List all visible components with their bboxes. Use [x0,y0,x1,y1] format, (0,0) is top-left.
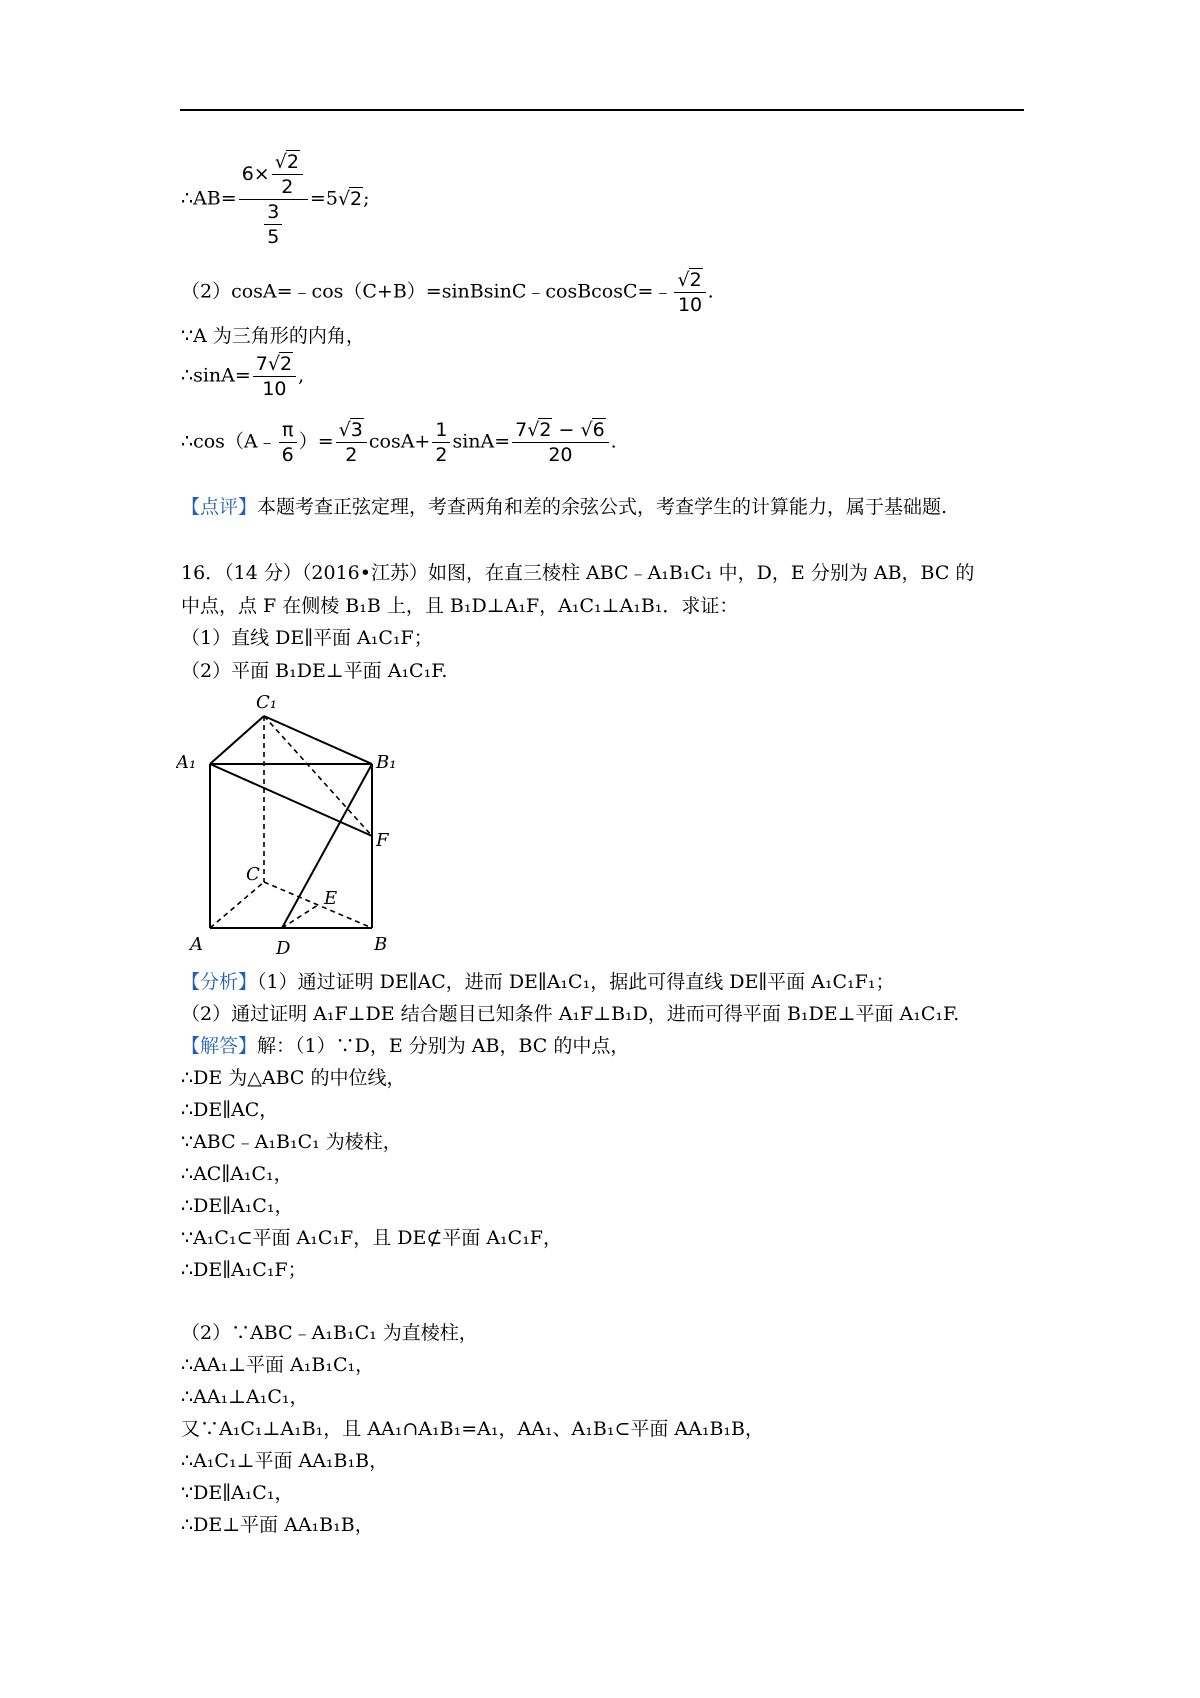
solution-line10: ∴AA₁⊥平面 A₁B₁C₁， [181,1354,375,1376]
ab-fraction [239,150,308,249]
label-B: B [374,934,388,955]
label-C: C [246,864,260,885]
sqrt3-over-2: $\frac{√3}{2}$ [336,418,367,467]
solution-line3: ∴DE∥AC， [181,1099,279,1121]
problem16-line4: （2）平面 B₁DE⊥平面 A₁C₁F. [181,660,448,682]
analysis-tag: 【分析】 [181,971,258,993]
label-E: E [324,888,338,909]
solution-line5: ∴AC∥A₁C₁， [181,1163,293,1185]
comment-text: 本题考查正弦定理，考查两角和差的余弦公式，考查学生的计算能力，属于基础题. [257,496,948,518]
analysis-line1 [181,970,894,994]
analysis-line2: （2）通过证明 A₁F⊥DE 结合题目已知条件 A₁F⊥B₁D，进而可得平面 B₁DE⊥平面 A₁C₁F. [181,1003,960,1025]
solution-line2: ∴DE 为△ABC 的中位线， [181,1067,406,1089]
cosA-text: （2）cosA=﹣cos（C+B）=sinBsinC﹣cosBcosC=﹣ [181,280,673,303]
result-fraction: $\frac{7√2 - √6}{20}$ [512,418,609,467]
label-A1: A₁ [176,752,197,773]
solution-line9: （2）∵ABC﹣A₁B₁C₁ 为直棱柱， [181,1322,478,1344]
sinA-equation: ∴sinA= $\frac{7√2}{10}$ , [181,353,305,400]
solution-line8: ∴DE∥A₁C₁F； [181,1259,307,1281]
solution-tag: 【解答】 [181,1035,258,1057]
solution-line7: ∵A₁C₁⊂平面 A₁C₁F，且 DE⊄平面 A₁C₁F， [181,1227,562,1249]
label-A: A [190,934,203,955]
problem16-line1: 16．（14 分）（2016•江苏）如图，在直三棱柱 ABC﹣A₁B₁C₁ 中，D，E 分别为 AB，BC 的 [181,562,975,584]
cos-diff-equation: ∴cos（A﹣ $\frac{\pi}{6}$ ）= $\frac{√3}{2}$ cosA+ $\frac{1}{2}$ sinA= $\frac{7√2 - √6}{20}$ . [181,419,617,466]
prism-figure [176,688,416,958]
solution-line11: ∴AA₁⊥A₁C₁， [181,1386,309,1408]
problem16-line3: （1）直线 DE∥平面 A₁C₁F； [181,627,433,649]
solution-line15: ∴DE⊥平面 AA₁B₁B， [181,1514,374,1536]
comment-line [181,495,947,519]
problem16-line2: 中点，点 F 在侧棱 B₁B 上，且 B₁D⊥A₁F，A₁C₁⊥A₁B₁．求证： [181,595,739,617]
ab-frac-denominator: $\frac{3}{5}$ [239,200,308,249]
solution-line4: ∵ABC﹣A₁B₁C₁ 为棱柱， [181,1131,402,1153]
sinA-fraction: $\frac{7√2}{10}$ [253,352,296,401]
cosA-fraction: $\frac{√2}{10}$ [674,268,705,317]
ab-result-sqrt: √2 [337,187,363,210]
label-F: F [376,830,389,851]
header-rule [180,109,1024,111]
solution-line13: ∴A₁C₁⊥平面 AA₁B₁B， [181,1450,389,1472]
comment-tag: 【点评】 [181,496,258,518]
analysis-text1: （1）通过证明 DE∥AC，进而 DE∥A₁C₁，据此可得直线 DE∥平面 A₁C₁F₁； [257,971,895,993]
solution-line1 [181,1034,629,1058]
solution-line14: ∵DE∥A₁C₁， [181,1482,294,1504]
because-A-line: ∵A 为三角形的内角， [181,325,365,347]
cosA-equation: （2）cosA=﹣cos（C+B）=sinBsinC﹣cosBcosC=﹣ $\frac{√2}{10}$ . [181,269,714,316]
solution-text1: 解：（1）∵D，E 分别为 AB，BC 的中点， [257,1035,630,1057]
label-C1: C₁ [256,692,277,713]
ab-frac-numerator: 6× $\frac{√2}{2}$ [239,150,308,200]
label-D: D [276,938,291,958]
ab-equation: ∴AB= 6× $\frac{√2}{2}$ $\frac{3}{5}$ =5√2; [181,151,370,248]
ab-prefix: ∴AB= [181,187,237,210]
solution-line6: ∴DE∥A₁C₁， [181,1195,294,1217]
label-B1: B₁ [376,752,397,773]
solution-line12: 又∵A₁C₁⊥A₁B₁，且 AA₁∩A₁B₁=A₁，AA₁、A₁B₁⊂平面 AA₁B₁B， [181,1418,765,1440]
one-half: $\frac{1}{2}$ [432,418,450,467]
pi-over-6: $\frac{\pi}{6}$ [279,418,297,467]
